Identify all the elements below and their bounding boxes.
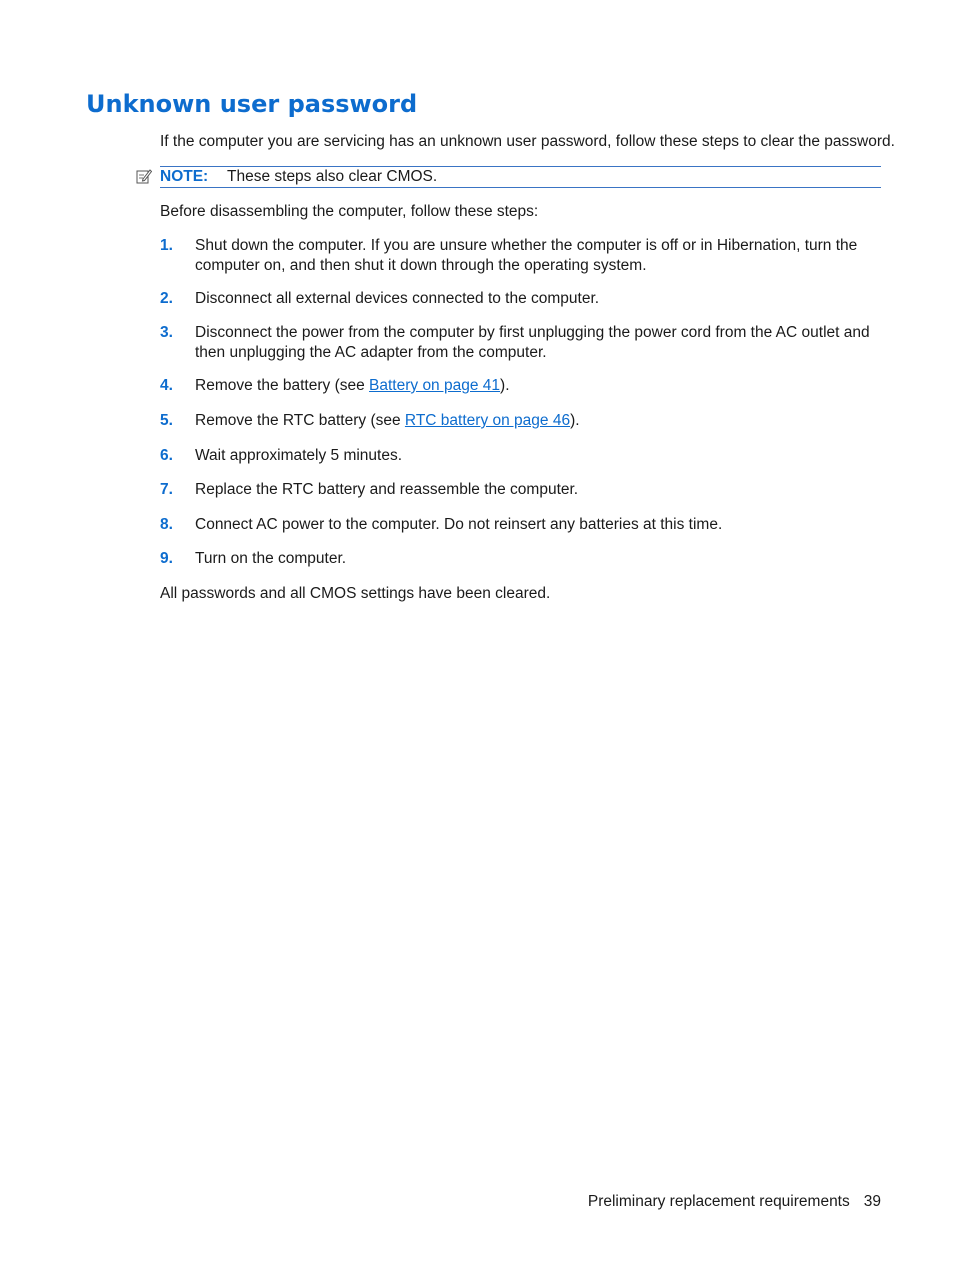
note-text: These steps also clear CMOS.	[227, 168, 438, 185]
step-number: 1.	[160, 237, 173, 254]
page-footer	[588, 1192, 881, 1212]
step-text: Wait approximately 5 minutes.	[195, 447, 403, 464]
step-number: 6.	[160, 447, 173, 464]
step-number: 7.	[160, 481, 173, 498]
step-number: 9.	[160, 550, 173, 567]
step-text: Turn on the computer.	[195, 550, 347, 567]
battery-link[interactable]: Battery on page 41	[369, 377, 501, 394]
step-text-post: ).	[570, 412, 580, 429]
note-box	[160, 166, 881, 188]
step-text	[195, 411, 881, 431]
step-text	[195, 376, 881, 396]
footer-section-title: Preliminary replacement requirements	[587, 1193, 850, 1210]
step-text-pre: Remove the RTC battery (see	[195, 412, 405, 429]
before-steps-text: Before disassembling the computer, follow these steps:	[160, 203, 539, 220]
step-text: Replace the RTC battery and reassemble the computer.	[195, 481, 579, 498]
step-number: 3.	[160, 324, 173, 341]
step-text: Disconnect the power from the computer by first unplugging the power cord from the AC outlet and then unplugging the AC adapter from the computer.	[195, 324, 870, 361]
note-label: NOTE:	[160, 168, 209, 185]
step-number: 2.	[160, 290, 173, 307]
page-title: Unknown user password	[86, 90, 418, 118]
step-text-pre: Remove the battery (see	[195, 377, 370, 394]
step-number: 8.	[160, 516, 173, 533]
closing-paragraph: All passwords and all CMOS settings have been cleared.	[160, 585, 551, 602]
intro-paragraph: If the computer you are servicing has an unknown user password, follow these steps to clear the password.	[160, 133, 895, 150]
note-pencil-icon	[136, 168, 152, 184]
step-text-post: ).	[500, 377, 510, 394]
step-text: Connect AC power to the computer. Do not reinsert any batteries at this time.	[195, 516, 723, 533]
step-number: 5.	[160, 412, 173, 429]
step-text: Disconnect all external devices connected to the computer.	[195, 290, 600, 307]
rtc-battery-link[interactable]: RTC battery on page 46	[404, 412, 571, 429]
step-text: Shut down the computer. If you are unsure whether the computer is off or in Hibernation, turn the computer on, and then shut it down through the operating system.	[195, 237, 858, 274]
step-number: 4.	[160, 377, 173, 394]
page-number: 39	[863, 1193, 881, 1210]
